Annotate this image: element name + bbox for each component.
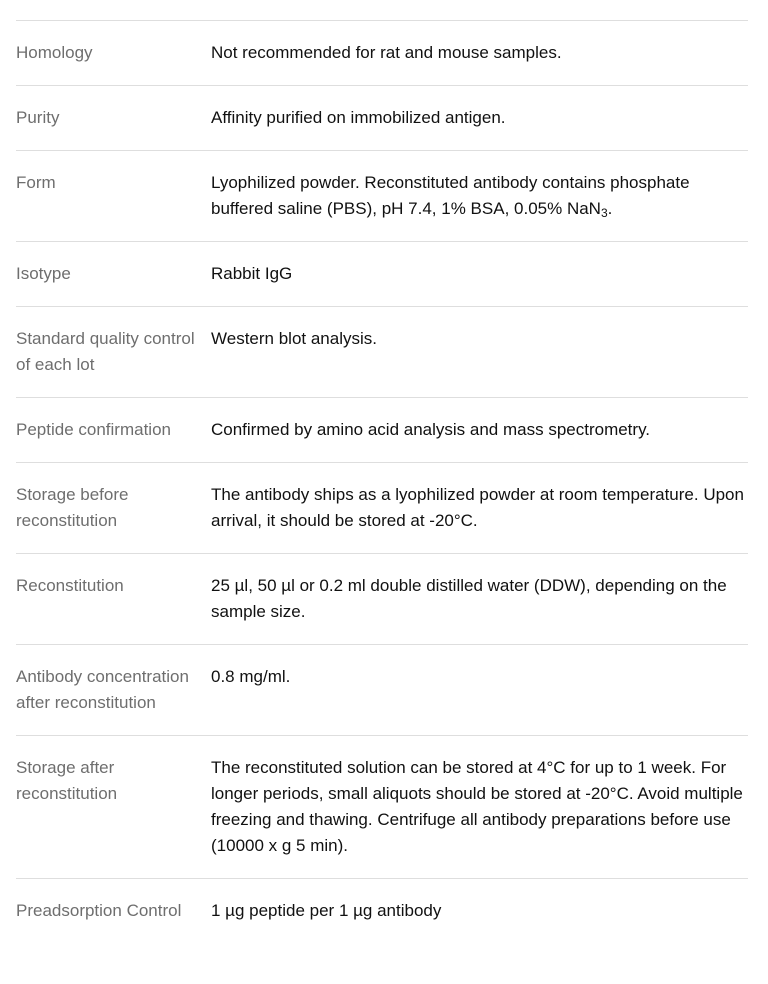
spec-row-preadsorption-control (16, 879, 748, 943)
spec-label: Peptide confirmation (16, 420, 171, 439)
spec-label: Reconstitution (16, 576, 124, 595)
spec-value: Affinity purified on immobilized antigen. (211, 108, 506, 127)
spec-label: Storage before reconstitution (16, 485, 129, 530)
spec-value: Western blot analysis. (211, 329, 377, 348)
spec-row-reconstitution (16, 554, 748, 645)
product-specifications-table (16, 20, 748, 943)
spec-label: Standard quality control of each lot (16, 329, 195, 374)
spec-label: Preadsorption Control (16, 901, 182, 920)
spec-row-form (16, 151, 748, 242)
spec-label: Antibody concentration after reconstitution (16, 667, 189, 712)
subscript-text: 3 (600, 206, 608, 220)
spec-value: Confirmed by amino acid analysis and mass spectrometry. (211, 420, 651, 439)
spec-row-homology (16, 21, 748, 86)
spec-value: The antibody ships as a lyophilized powder at room temperature. Upon arrival, it should be stored at -20°C. (211, 485, 744, 530)
spec-label: Isotype (16, 264, 71, 283)
spec-label: Form (16, 173, 56, 192)
spec-value-suffix: . (607, 199, 613, 218)
spec-value: Not recommended for rat and mouse samples. (211, 43, 562, 62)
spec-value: 25 µl, 50 µl or 0.2 ml double distilled water (DDW), depending on the sample size. (211, 576, 727, 621)
spec-row-storage-before-reconstitution (16, 463, 748, 554)
spec-row-peptide-confirmation (16, 398, 748, 463)
spec-value: Rabbit IgG (211, 264, 293, 283)
spec-value-text: Lyophilized powder. Reconstituted antibody contains phosphate buffered saline (PBS), pH 7.4, 1% BSA, 0.05% NaN (211, 173, 690, 218)
spec-row-antibody-concentration (16, 645, 748, 736)
spec-label: Storage after reconstitution (16, 758, 118, 803)
spec-label: Purity (16, 108, 60, 127)
spec-value: The reconstituted solution can be stored at 4°C for up to 1 week. For longer periods, small aliquots should be stored at -20°C. Avoid multiple freezing and thawing. Centrifuge all antibody preparations before use (10000 x g 5 min). (211, 758, 743, 855)
spec-value: 1 µg peptide per 1 µg antibody (211, 901, 442, 920)
spec-row-purity (16, 86, 748, 151)
spec-row-isotype (16, 242, 748, 307)
spec-label: Homology (16, 43, 93, 62)
spec-value: 0.8 mg/ml. (211, 667, 291, 686)
spec-row-quality-control (16, 307, 748, 398)
spec-value (211, 170, 748, 222)
spec-row-storage-after-reconstitution (16, 736, 748, 879)
